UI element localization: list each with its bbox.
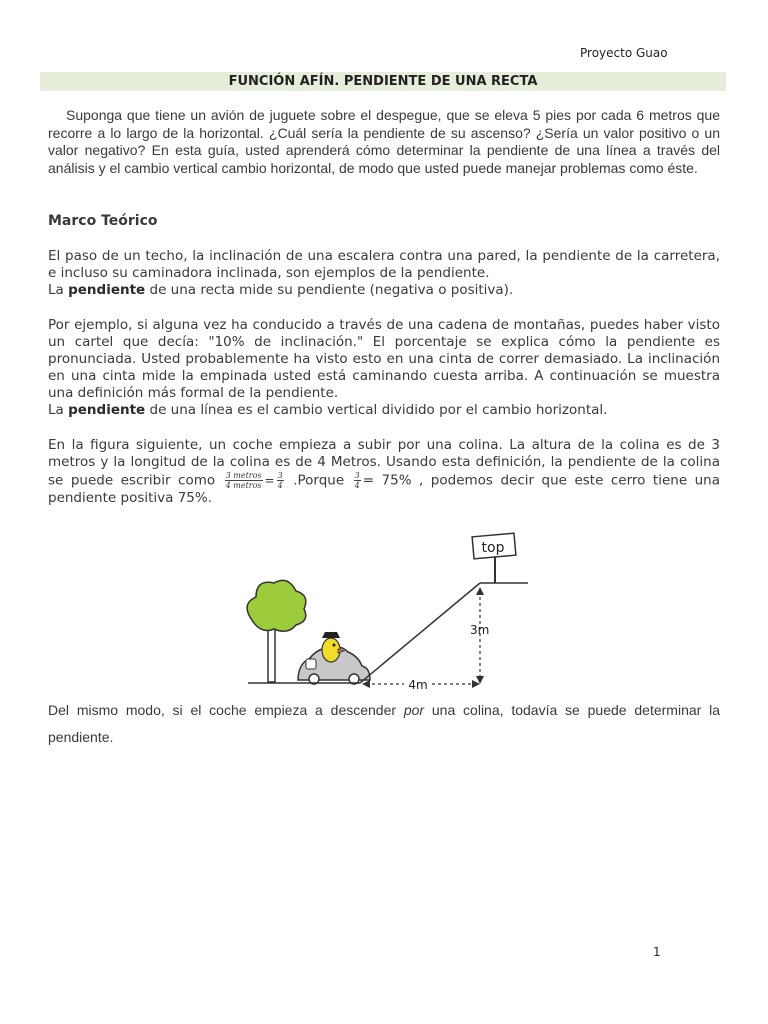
project-header: Proyecto Guao <box>580 46 668 60</box>
paragraph-text-b: una colina, todavía se puede determinar la pendiente. <box>48 702 720 745</box>
fraction-denominator: 4 <box>354 481 360 490</box>
definition-rest: de una recta mide su pendiente (negativa o positiva). <box>145 282 514 298</box>
paragraph-text-b: .Porque <box>285 472 352 489</box>
fraction-metros <box>225 471 263 490</box>
definition-term: pendiente <box>68 282 146 298</box>
paragraph-text-c: , podemos decir que este cerro tiene una pendiente positiva 75%. <box>48 472 721 506</box>
fraction-numerator: 3 metros <box>225 471 262 480</box>
intro-paragraph: Suponga que tiene un avión de juguete sobre el despegue, que se eleva 5 pies por cada 6 metros que recorre a lo largo de la horizontal. ¿Cuál sería la pendiente de su ascenso? ¿Sería un valor positivo o un valor negativo? En esta guía, usted aprenderá cómo determinar la pendiente de una línea a través del análisis y el cambio vertical cambio horizontal, de modo que usted puede manejar problemas como éste. <box>48 107 720 176</box>
length-dimension <box>362 676 480 692</box>
document-title: FUNCIÓN AFÍN. PENDIENTE DE UNA RECTA <box>40 72 726 91</box>
page-number: 1 <box>653 945 661 959</box>
paragraph-examples <box>48 248 720 299</box>
fraction-numerator: 3 <box>354 471 360 480</box>
tree-illustration <box>247 580 306 682</box>
hill-slope <box>360 583 480 683</box>
paragraph-road-example <box>48 317 720 419</box>
sign-label: top <box>481 540 505 556</box>
fraction-numerator: 3 <box>277 471 283 480</box>
fraction-denominator: 4 <box>277 481 283 490</box>
top-sign <box>472 533 516 583</box>
definition-prefix: La <box>48 282 69 298</box>
height-label: 3m <box>470 623 490 637</box>
italic-word: por <box>403 702 425 718</box>
percent-equation: = 75% <box>362 472 412 489</box>
definition-term: pendiente <box>68 402 146 418</box>
paragraph-text: El paso de un techo, la inclinación de una escalera contra una pared, la pendiente de la carretera, e incluso su caminadora inclinada, son ejemplos de la pendiente. <box>48 248 720 281</box>
section-heading: Marco Teórico <box>48 213 158 229</box>
paragraph-descend <box>48 697 720 751</box>
fraction-denominator: 4 metros <box>225 481 262 490</box>
equals-sign: = <box>264 473 275 488</box>
height-dimension <box>470 587 489 684</box>
paragraph-text: Por ejemplo, si alguna vez ha conducido a través de una cadena de montañas, puedes haber visto un cartel que decía: "10% de inclinación." El porcentaje se explica cómo la pendiente es pronunciada. Usted probablemente ha visto esto en una cinta de correr demasiado. La inclinación en una cinta mide la empinada usted está caminando cuesta arriba. A continuación se muestra una definición más formal de la pendiente. <box>48 317 720 401</box>
fraction-three-quarters <box>277 471 284 490</box>
paragraph-text-a: Del mismo modo, si el coche empieza a descender <box>48 702 404 718</box>
fraction-three-quarters-2 <box>354 471 361 490</box>
paragraph-text-a: En la figura siguiente, un coche empieza a subir por una colina. La altura de la colina es de 3 metros y la longitud de la colina es de 4 Metros. Usando esta definición, la pendiente de la colina se puede escribir como <box>48 437 720 489</box>
definition-prefix: La <box>48 402 69 418</box>
hill-figure <box>230 525 540 693</box>
length-label: 4m <box>408 678 428 692</box>
car-illustration <box>298 632 370 684</box>
paragraph-hill-example <box>48 437 720 507</box>
definition-rest: de una línea es el cambio vertical dividido por el cambio horizontal. <box>145 402 608 418</box>
